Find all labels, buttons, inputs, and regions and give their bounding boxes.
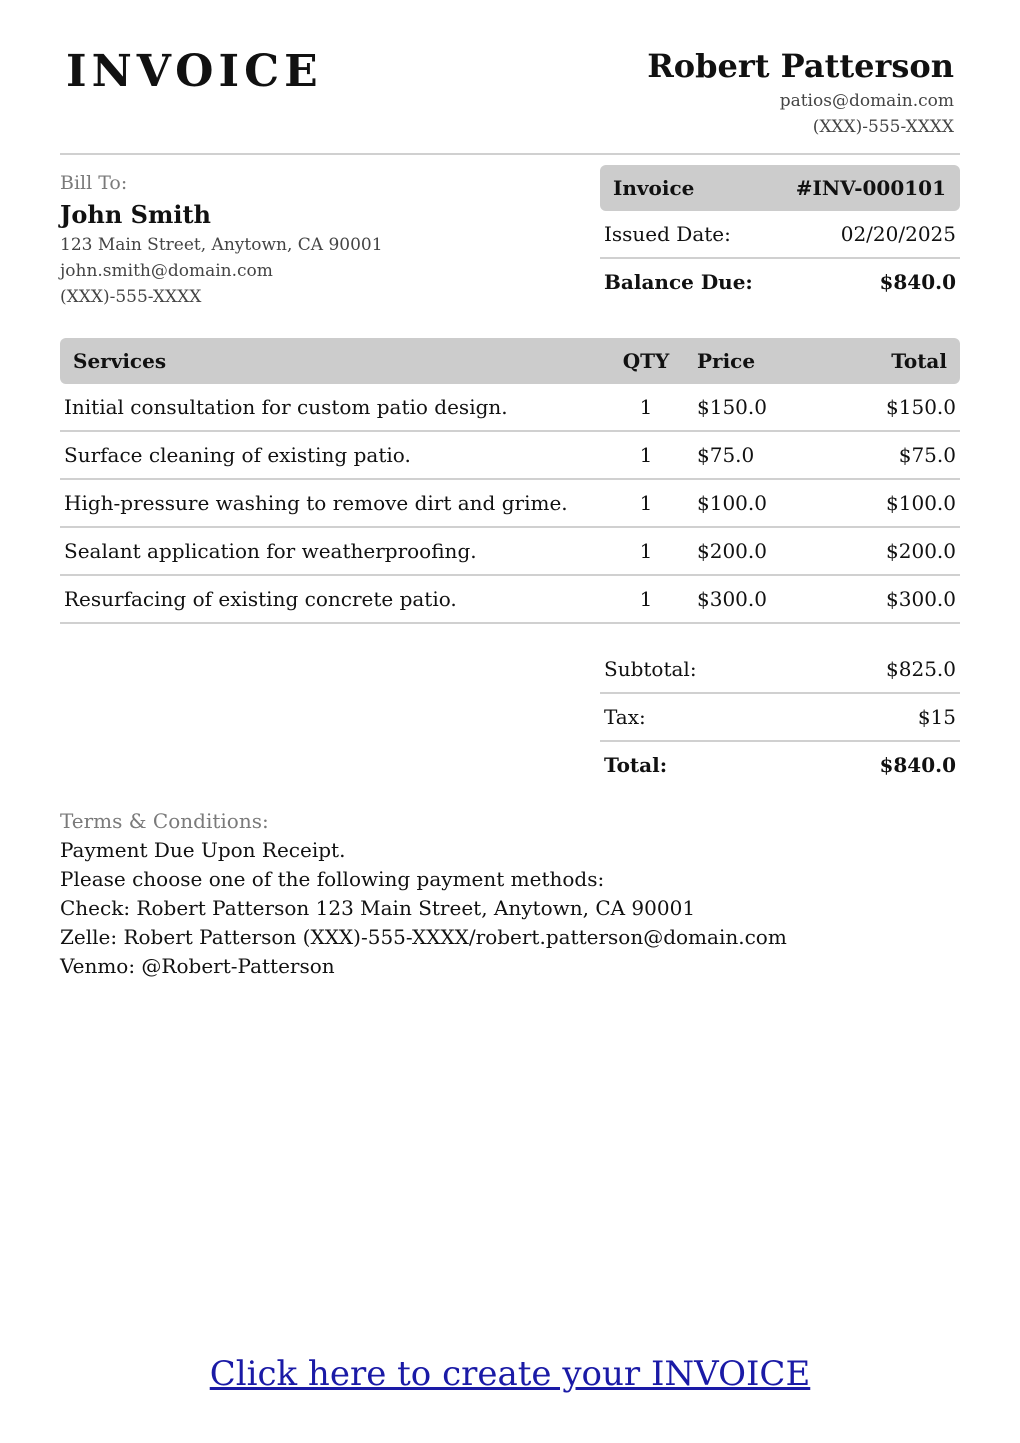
total-row: [600, 742, 960, 788]
sender-phone: (XXX)-555-XXXX: [812, 117, 954, 137]
issued-date-label: Issued Date:: [604, 222, 731, 246]
service-description: Sealant application for weatherproofing.: [64, 539, 477, 563]
service-price: $100.0: [697, 491, 767, 515]
subtotal-label: Subtotal:: [604, 657, 697, 681]
services-table: [60, 338, 960, 624]
terms-line: Please choose one of the following payment methods:: [60, 867, 605, 891]
column-header-price: Price: [697, 349, 756, 373]
bill-to-block: [60, 168, 383, 310]
total-value: $840.0: [879, 753, 956, 777]
bill-to-label: Bill To:: [60, 172, 128, 194]
client-name: John Smith: [60, 200, 211, 229]
balance-due-row: [600, 259, 960, 305]
create-invoice-link[interactable]: Click here to create your INVOICE: [209, 1354, 811, 1394]
service-total: $200.0: [886, 539, 956, 563]
invoice-number: #INV-000101: [795, 176, 946, 200]
table-row: [60, 528, 960, 576]
subtotal-row: [600, 646, 960, 694]
service-qty: 1: [639, 491, 653, 515]
subtotal-value: $825.0: [886, 657, 956, 681]
service-total: $100.0: [886, 491, 956, 515]
service-price: $150.0: [697, 395, 767, 419]
header-divider: [60, 153, 960, 155]
table-row: [60, 576, 960, 624]
table-row: [60, 432, 960, 480]
issued-date-value: 02/20/2025: [840, 222, 956, 246]
invoice-label: Invoice: [613, 176, 695, 200]
tax-label: Tax:: [604, 705, 646, 729]
service-qty: 1: [639, 539, 653, 563]
service-description: Initial consultation for custom patio design.: [64, 395, 508, 419]
service-price: $75.0: [697, 443, 755, 467]
service-description: Surface cleaning of existing patio.: [64, 443, 411, 467]
service-qty: 1: [639, 395, 653, 419]
terms-label: Terms & Conditions:: [60, 809, 269, 833]
service-total: $150.0: [886, 395, 956, 419]
column-header-total: Total: [891, 349, 947, 373]
total-label: Total:: [604, 753, 668, 777]
sender-name: Robert Patterson: [647, 47, 954, 85]
tax-value: $15: [917, 705, 956, 729]
service-price: $200.0: [697, 539, 767, 563]
services-table-header: [60, 338, 960, 384]
document-title: INVOICE: [66, 46, 323, 97]
service-qty: 1: [639, 443, 653, 467]
service-description: High-pressure washing to remove dirt and grime.: [64, 491, 568, 515]
terms-line: Venmo: @Robert-Patterson: [60, 954, 335, 978]
terms-line: Zelle: Robert Patterson (XXX)-555-XXXX/robert.patterson@domain.com: [60, 925, 787, 949]
tax-row: [600, 694, 960, 742]
client-address: 123 Main Street, Anytown, CA 90001: [60, 235, 383, 255]
service-price: $300.0: [697, 587, 767, 611]
invoice-meta: [600, 165, 960, 305]
service-total: $75.0: [898, 443, 956, 467]
client-email: john.smith@domain.com: [60, 261, 273, 281]
issued-date-row: [600, 211, 960, 259]
sender-block: [647, 44, 954, 140]
totals-block: [600, 646, 960, 788]
terms-line: Check: Robert Patterson 123 Main Street, Anytown, CA 90001: [60, 896, 696, 920]
terms-block: [60, 806, 787, 981]
column-header-services: Services: [73, 349, 167, 373]
balance-due-label: Balance Due:: [604, 270, 753, 294]
service-total: $300.0: [886, 587, 956, 611]
sender-email: patios@domain.com: [779, 91, 954, 111]
service-description: Resurfacing of existing concrete patio.: [64, 587, 457, 611]
balance-due-value: $840.0: [879, 270, 956, 294]
client-phone: (XXX)-555-XXXX: [60, 287, 202, 307]
column-header-qty: QTY: [622, 349, 670, 373]
invoice-number-header: [600, 165, 960, 211]
cta-container: [0, 1350, 1020, 1398]
terms-line: Payment Due Upon Receipt.: [60, 838, 346, 862]
service-qty: 1: [639, 587, 653, 611]
table-row: [60, 384, 960, 432]
table-row: [60, 480, 960, 528]
